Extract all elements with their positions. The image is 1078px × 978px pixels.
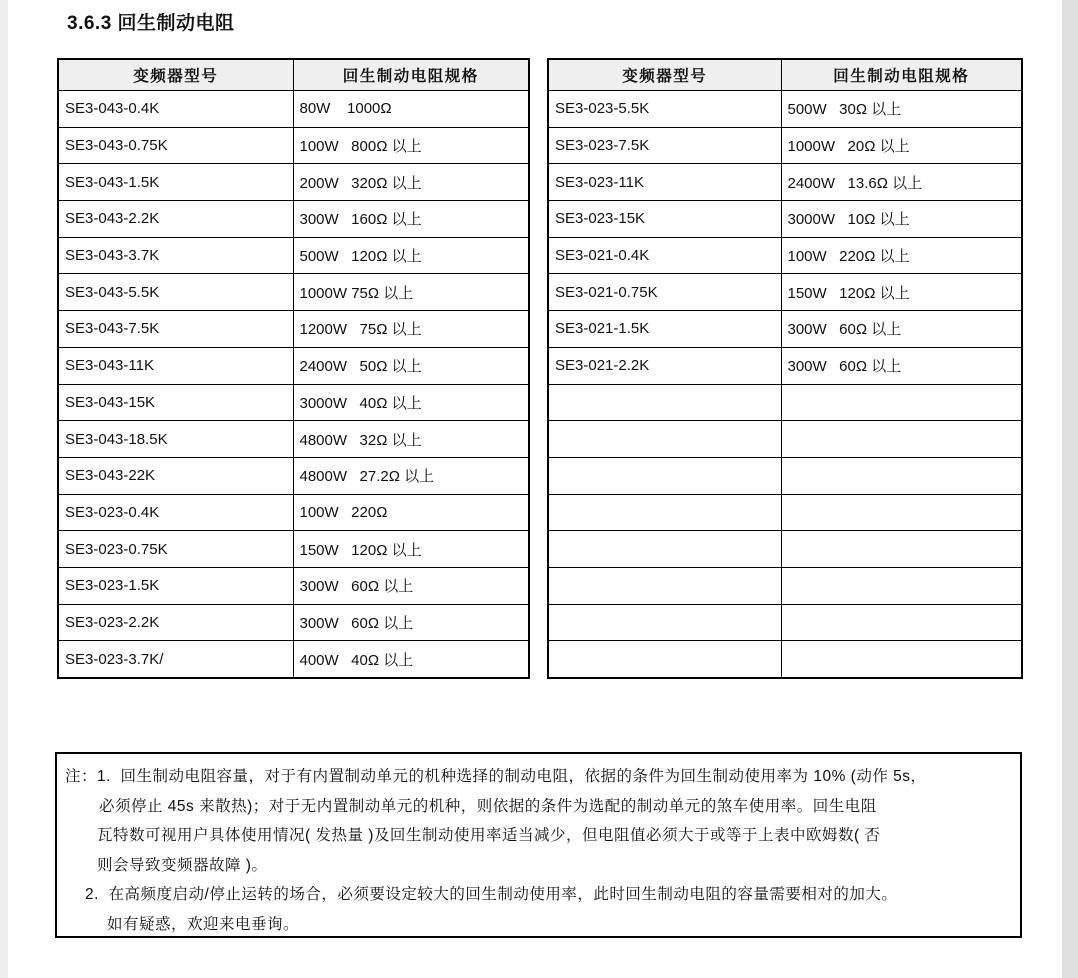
table-row	[58, 641, 529, 678]
model-cell: SE3-043-18.5K	[58, 421, 293, 458]
table-row-empty	[548, 531, 1022, 568]
model-cell: SE3-023-11K	[548, 164, 781, 201]
spec-cell: 300W 60Ω 以上	[293, 604, 529, 641]
spec-cell	[781, 567, 1022, 604]
table-row	[58, 421, 529, 458]
table-row	[548, 237, 1022, 274]
table-row	[58, 347, 529, 384]
note-line: 瓦特数可视用户具体使用情况( 发热量 )及回生制动使用率适当减少，但电阻值必须大于或等于上表中欧姆数( 否	[97, 827, 881, 844]
spec-cell: 500W 30Ω 以上	[781, 91, 1022, 128]
spec-cell: 2400W 13.6Ω 以上	[781, 164, 1022, 201]
spec-cell	[781, 494, 1022, 531]
table-row	[58, 127, 529, 164]
table-row	[58, 274, 529, 311]
spec-cell: 3000W 10Ω 以上	[781, 201, 1022, 238]
spec-cell: 3000W 40Ω 以上	[293, 384, 529, 421]
table-row	[58, 494, 529, 531]
spec-cell: 300W 60Ω 以上	[293, 567, 529, 604]
spec-cell: 80W 1000Ω	[293, 91, 529, 128]
model-cell	[548, 604, 781, 641]
spec-cell	[781, 421, 1022, 458]
model-cell: SE3-043-3.7K	[58, 237, 293, 274]
spec-cell: 100W 220Ω	[293, 494, 529, 531]
notes-box	[55, 752, 1022, 938]
model-cell: SE3-043-1.5K	[58, 164, 293, 201]
note-line: 注：1. 回生制动电阻容量，对于有内置制动单元的机种选择的制动电阻，依据的条件为回生制动使用率为 10% (动作 5s，	[65, 768, 927, 785]
spec-cell: 400W 40Ω 以上	[293, 641, 529, 678]
spec-cell: 100W 220Ω 以上	[781, 237, 1022, 274]
table-header-row	[58, 59, 529, 91]
spec-cell: 300W 60Ω 以上	[781, 347, 1022, 384]
note-line: 必须停止 45s 来散热)；对于无内置制动单元的机种，则依据的条件为选配的制动单元的煞车使用率。回生电阻	[99, 797, 877, 815]
page-edge-right	[1062, 0, 1078, 978]
table-row-empty	[548, 384, 1022, 421]
spec-cell: 150W 120Ω 以上	[293, 531, 529, 568]
table-row	[548, 311, 1022, 348]
note-line: 如有疑惑，欢迎来电垂询。	[107, 915, 300, 933]
braking-resistor-table-left	[57, 58, 530, 679]
spec-cell: 150W 120Ω 以上	[781, 274, 1022, 311]
table-header-row	[548, 59, 1022, 91]
spec-cell: 4800W 32Ω 以上	[293, 421, 529, 458]
page-edge-left	[0, 0, 8, 978]
model-cell: SE3-021-2.2K	[548, 347, 781, 384]
spec-cell	[781, 384, 1022, 421]
spec-cell: 300W 160Ω 以上	[293, 201, 529, 238]
table-row-empty	[548, 567, 1022, 604]
model-cell: SE3-023-3.7K/	[58, 641, 293, 678]
table-row	[58, 567, 529, 604]
column-header-spec: 回生制动电阻规格	[293, 59, 529, 91]
model-cell	[548, 457, 781, 494]
spec-cell: 2400W 50Ω 以上	[293, 347, 529, 384]
table-row-empty	[548, 494, 1022, 531]
model-cell	[548, 641, 781, 678]
table-row	[548, 91, 1022, 128]
table-row	[58, 311, 529, 348]
table-row	[548, 347, 1022, 384]
table-row	[58, 201, 529, 238]
table-row-empty	[548, 421, 1022, 458]
spec-cell: 1200W 75Ω 以上	[293, 311, 529, 348]
spec-cell: 200W 320Ω 以上	[293, 164, 529, 201]
model-cell: SE3-023-5.5K	[548, 91, 781, 128]
column-header-model: 变频器型号	[58, 59, 293, 91]
table-row	[58, 531, 529, 568]
model-cell: SE3-043-22K	[58, 457, 293, 494]
spec-cell: 100W 800Ω 以上	[293, 127, 529, 164]
table-row	[58, 237, 529, 274]
model-cell: SE3-043-11K	[58, 347, 293, 384]
braking-resistor-table-right	[547, 58, 1023, 679]
model-cell: SE3-043-15K	[58, 384, 293, 421]
column-header-model: 变频器型号	[548, 59, 781, 91]
spec-cell: 500W 120Ω 以上	[293, 237, 529, 274]
table-row	[548, 201, 1022, 238]
model-cell	[548, 531, 781, 568]
spec-cell	[781, 457, 1022, 494]
spec-cell	[781, 531, 1022, 568]
spec-cell: 1000W 20Ω 以上	[781, 127, 1022, 164]
table-row-empty	[548, 641, 1022, 678]
model-cell: SE3-043-2.2K	[58, 201, 293, 238]
model-cell: SE3-023-2.2K	[58, 604, 293, 641]
spec-cell	[781, 604, 1022, 641]
model-cell	[548, 567, 781, 604]
model-cell: SE3-023-1.5K	[58, 567, 293, 604]
model-cell: SE3-043-0.75K	[58, 127, 293, 164]
spec-cell	[781, 641, 1022, 678]
section-title: 3.6.3 回生制动电阻	[67, 13, 235, 34]
table-row-empty	[548, 604, 1022, 641]
table-row	[548, 274, 1022, 311]
model-cell: SE3-043-7.5K	[58, 311, 293, 348]
model-cell	[548, 494, 781, 531]
spec-cell: 1000W 75Ω 以上	[293, 274, 529, 311]
table-row	[548, 127, 1022, 164]
column-header-spec: 回生制动电阻规格	[781, 59, 1022, 91]
model-cell: SE3-023-15K	[548, 201, 781, 238]
table-row	[58, 91, 529, 128]
model-cell	[548, 384, 781, 421]
model-cell: SE3-043-5.5K	[58, 274, 293, 311]
table-row-empty	[548, 457, 1022, 494]
note-line: 2. 在高频度启动/停止运转的场合，必须要设定较大的回生制动使用率，此时回生制动电阻的容量需要相对的加大。	[85, 886, 898, 903]
spec-cell: 300W 60Ω 以上	[781, 311, 1022, 348]
table-row	[58, 604, 529, 641]
table-row	[58, 457, 529, 494]
note-line: 则会导致变频器故障 )。	[97, 856, 268, 874]
table-row	[58, 384, 529, 421]
table-row	[548, 164, 1022, 201]
model-cell: SE3-021-0.75K	[548, 274, 781, 311]
model-cell: SE3-021-0.4K	[548, 237, 781, 274]
model-cell: SE3-023-0.4K	[58, 494, 293, 531]
spec-cell: 4800W 27.2Ω 以上	[293, 457, 529, 494]
model-cell: SE3-023-0.75K	[58, 531, 293, 568]
model-cell: SE3-043-0.4K	[58, 91, 293, 128]
model-cell	[548, 421, 781, 458]
model-cell: SE3-023-7.5K	[548, 127, 781, 164]
model-cell: SE3-021-1.5K	[548, 311, 781, 348]
table-row	[58, 164, 529, 201]
